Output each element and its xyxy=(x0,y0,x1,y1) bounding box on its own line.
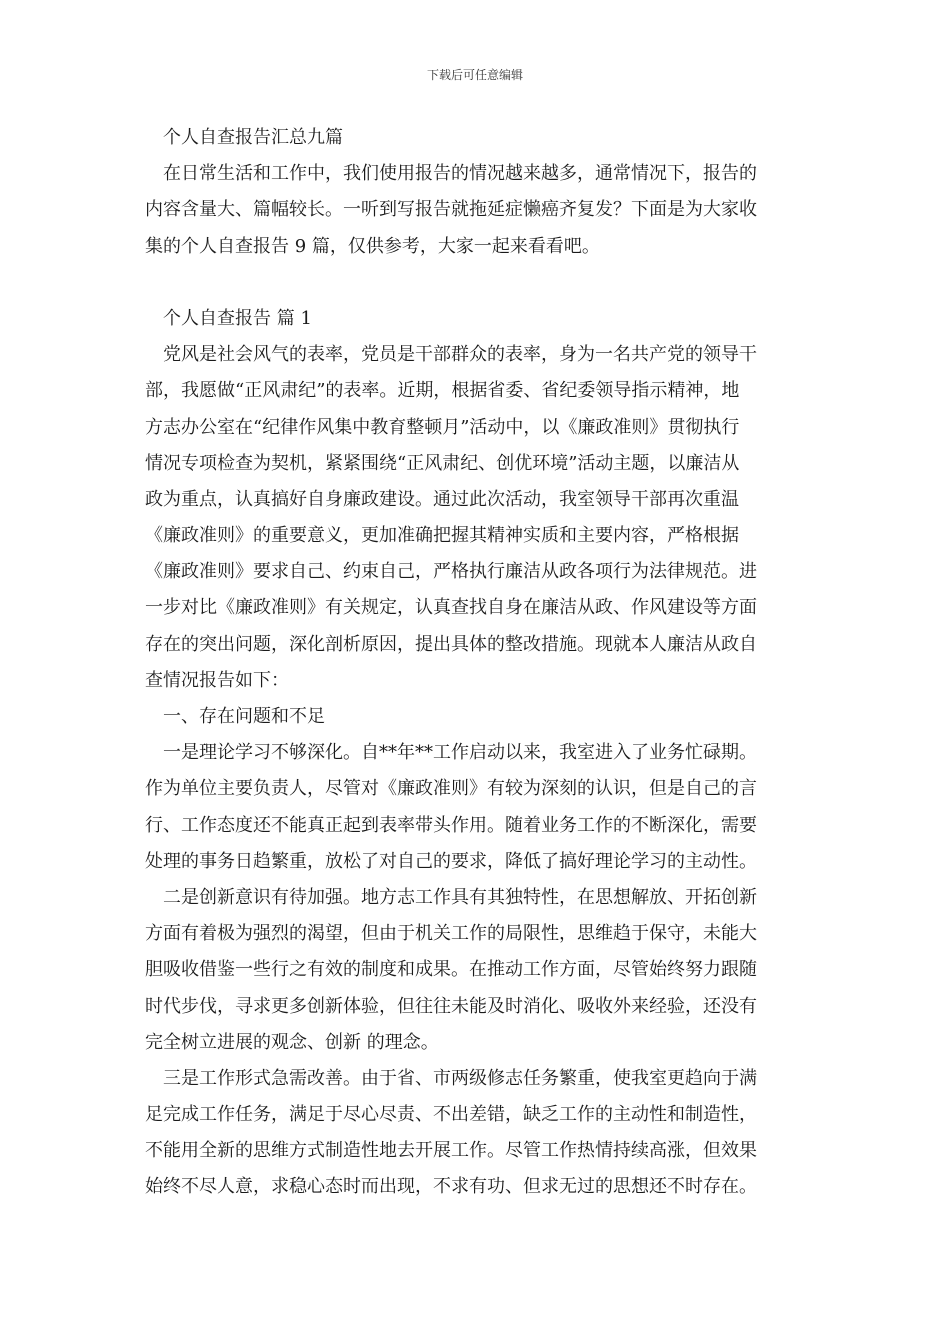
section-title: 个人自查报告 篇 1 xyxy=(163,307,312,329)
paragraph-line: 始终不尽人意，求稳心态时而出现，不求有功、但求无过的思想还不时存在。 xyxy=(145,1176,757,1198)
paragraph-line: 处理的事务日趋繁重，放松了对自己的要求，降低了搞好理论学习的主动性。 xyxy=(145,850,757,872)
paragraph-line: 《廉政准则》的重要意义，更加准确把握其精神实质和主要内容，严格根据 xyxy=(145,525,739,547)
paragraph-line: 足完成工作任务，满足于尽心尽责、不出差错，缺乏工作的主动性和制造性， xyxy=(145,1104,757,1126)
paragraph-line: 部，我愿做“正风肃纪”的表率。近期，根据省委、省纪委领导指示精神，地 xyxy=(145,380,740,402)
intro-line: 在日常生活和工作中，我们使用报告的情况越来越多，通常情况下，报告的 xyxy=(163,163,757,185)
paragraph-line: 不能用全新的思维方式制造性地去开展工作。尽管工作热情持续高涨，但效果 xyxy=(145,1140,757,1162)
spacer xyxy=(145,265,805,301)
paragraph-line: 查情况报告如下： xyxy=(145,669,289,691)
paragraph-line: 情况专项检查为契机，紧紧围绕“正风肃纪、创优环境”活动主题，以廉洁从 xyxy=(145,452,740,474)
paragraph-line: 存在的突出问题，深化剖析原因，提出具体的整改措施。现就本人廉洁从政自 xyxy=(145,633,757,655)
paragraph-line: 时代步伐，寻求更多创新体验，但往往未能及时消化、吸收外来经验，还没有 xyxy=(145,995,757,1017)
document-title: 个人自查报告汇总九篇 xyxy=(163,127,343,148)
intro-line: 集的个人自查报告 9 篇，仅供参考，大家一起来看看吧。 xyxy=(145,235,600,257)
paragraph-line: 方面有着极为强烈的渴望，但由于机关工作的局限性，思维趋于保守，未能大 xyxy=(145,923,757,945)
paragraph-line: 政为重点，认真搞好自身廉政建设。通过此次活动，我室领导干部再次重温 xyxy=(145,488,739,510)
paragraph-line: 二是创新意识有待加强。地方志工作具有其独特性，在思想解放、开拓创新 xyxy=(163,886,757,908)
subheading: 一、存在问题和不足 xyxy=(163,706,325,727)
paragraph-line: 《廉政准则》要求自己、约束自己，严格执行廉洁从政各项行为法律规范。进 xyxy=(145,561,757,583)
document-body xyxy=(145,120,805,1206)
intro-line: 内容含量大、篇幅较长。一听到写报告就拖延症懒癌齐复发？下面是为大家收 xyxy=(145,199,757,221)
paragraph-line: 行、工作态度还不能真正起到表率带头作用。随着业务工作的不断深化，需要 xyxy=(145,814,757,836)
paragraph-line: 方志办公室在“纪律作风集中教育整顿月”活动中，以《廉政准则》贯彻执行 xyxy=(145,416,740,438)
paragraph-line: 一步对比《廉政准则》有关规定，认真查找自身在廉洁从政、作风建设等方面 xyxy=(145,597,757,619)
paragraph-line: 胆吸收借鉴一些行之有效的制度和成果。在推动工作方面，尽管始终努力跟随 xyxy=(145,959,757,981)
paragraph-line: 作为单位主要负责人，尽管对《廉政准则》有较为深刻的认识，但是自己的言 xyxy=(145,778,757,800)
page-header-note: 下载后可任意编辑 xyxy=(426,68,523,82)
paragraph-line: 完全树立进展的观念、创新 的理念。 xyxy=(145,1031,439,1053)
paragraph-line: 一是理论学习不够深化。自**年**工作启动以来，我室进入了业务忙碌期。 xyxy=(163,742,757,764)
paragraph-line: 党风是社会风气的表率，党员是干部群众的表率，身为一名共产党的领导干 xyxy=(163,344,757,366)
paragraph-line: 三是工作形式急需改善。由于省、市两级修志任务繁重，使我室更趋向于满 xyxy=(163,1067,757,1089)
